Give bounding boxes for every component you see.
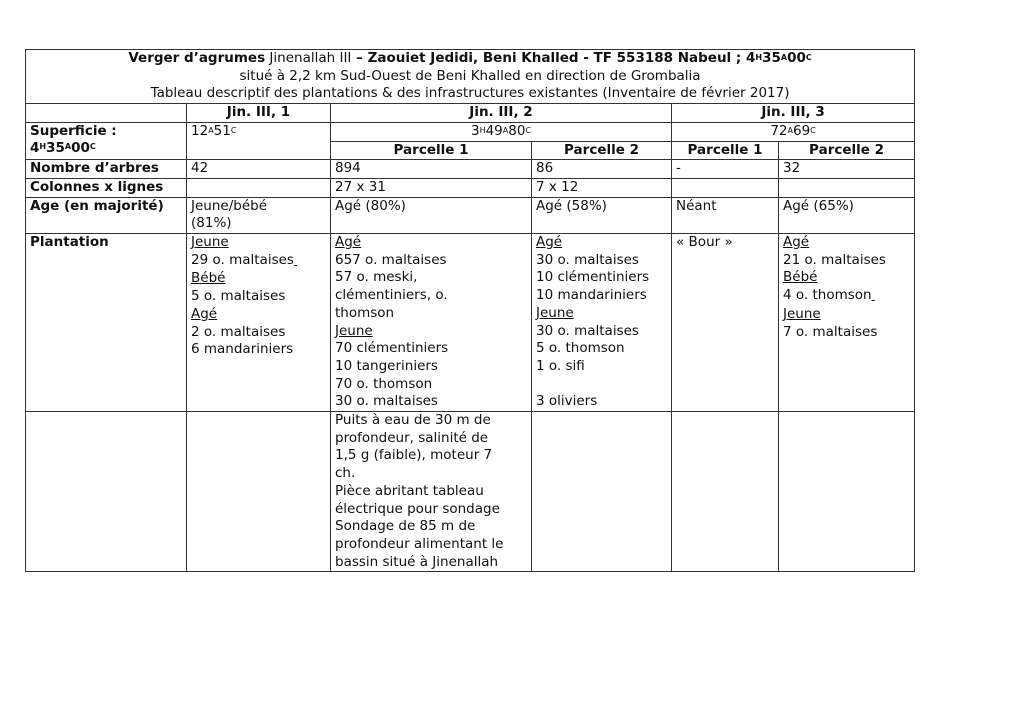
superficie-jin2: $3^H49^A80^C$ (331, 122, 672, 141)
infra-jin2-p2 (532, 412, 672, 572)
arbres-jin1: 42 (187, 160, 331, 179)
nombre-arbres-label: Nombre d’arbres (26, 160, 187, 179)
document-header (26, 50, 915, 104)
title-row (26, 50, 915, 104)
superficie-row (26, 122, 915, 141)
colonnes-jin2-p1: 27 x 31 (331, 178, 532, 197)
column-jin-iii-3: Jin. III, 3 (672, 104, 915, 123)
age-jin2-p2: Agé (58%) (532, 197, 672, 233)
age-jin2-p1: Agé (80%) (331, 197, 532, 233)
jin3-parcelle-2-header: Parcelle 2 (779, 141, 915, 160)
superficie-label: Superficie : $4^H35^A00^C$ (26, 122, 187, 159)
age-jin1: Jeune/bébé (81%) (187, 197, 331, 233)
corner-cell (26, 104, 187, 123)
colonnes-jin3-p2 (779, 178, 915, 197)
age-label: Age (en majorité) (26, 197, 187, 233)
infrastructures-row (26, 412, 915, 572)
arbres-jin3-p2: 32 (779, 160, 915, 179)
jin2-parcelle-2-header: Parcelle 2 (532, 141, 672, 160)
jin3-parcelle-1-header: Parcelle 1 (672, 141, 779, 160)
infra-jin3-p2 (779, 412, 915, 572)
plantation-jin3-p2: Agé 21 o. maltaises Bébé 4 o. thomson Jeune 7 o. maltaises (779, 234, 915, 412)
plantation-row (26, 234, 915, 412)
colonnes-jin2-p2: 7 x 12 (532, 178, 672, 197)
infra-label-cell (26, 412, 187, 572)
arbres-jin2-p2: 86 (532, 160, 672, 179)
colonnes-lignes-row (26, 178, 915, 197)
nombre-arbres-row (26, 160, 915, 179)
arbres-jin3-p1: - (672, 160, 779, 179)
infra-jin3-p1 (672, 412, 779, 572)
superficie-jin3: $72^A69^C$ (672, 122, 915, 141)
plantation-jin3-p1: « Bour » (672, 234, 779, 412)
document-title: Verger d’agrumes Jinenallah III – Zaouiet Jedidi, Beni Khalled - TF 553188 Nabeul ; $4^H35^A00^C$ (128, 50, 812, 66)
age-row (26, 197, 915, 233)
plantation-jin1: Jeune 29 o. maltaises Bébé 5 o. maltaises Agé 2 o. maltaises 6 mandariniers (187, 234, 331, 412)
colonnes-lignes-label: Colonnes x lignes (26, 178, 187, 197)
age-jin3-p2: Agé (65%) (779, 197, 915, 233)
column-jin-iii-2: Jin. III, 2 (331, 104, 672, 123)
infra-jin1 (187, 412, 331, 572)
plantation-label: Plantation (26, 234, 187, 412)
table-description: Tableau descriptif des plantations & des infrastructures existantes (Inventaire de février 2017) (150, 85, 790, 102)
plantation-jin2-p1: Agé 657 o. maltaises 57 o. meski, clémentiniers, o. thomson Jeune 70 clémentiniers 10 tangeriniers 70 o. thomson 30 o. maltaises (331, 234, 532, 412)
document-subtitle: situé à 2,2 km Sud-Ouest de Beni Khalled en direction de Grombalia (239, 67, 701, 84)
age-jin3-p1: Néant (672, 197, 779, 233)
jin2-parcelle-1-header: Parcelle 1 (331, 141, 532, 160)
colonnes-jin3-p1 (672, 178, 779, 197)
arbres-jin2-p1: 894 (331, 160, 532, 179)
colonnes-jin1 (187, 178, 331, 197)
inventory-table (25, 49, 915, 572)
plantation-jin2-p2: Agé 30 o. maltaises 10 clémentiniers 10 mandariniers Jeune 30 o. maltaises 5 o. thomson 1 o. sifi 3 oliviers (532, 234, 672, 412)
column-jin-iii-1: Jin. III, 1 (187, 104, 331, 123)
infra-jin2-p1: Puits à eau de 30 m de profondeur, salinité de 1,5 g (faible), moteur 7 ch. Pièce abritant tableau électrique pour sondage Sondage de 85 m de profondeur alimentant le bassin situé à Jinenallah (331, 412, 532, 572)
column-header-row (26, 104, 915, 123)
superficie-jin1: $12^A51^C$ (187, 122, 331, 159)
